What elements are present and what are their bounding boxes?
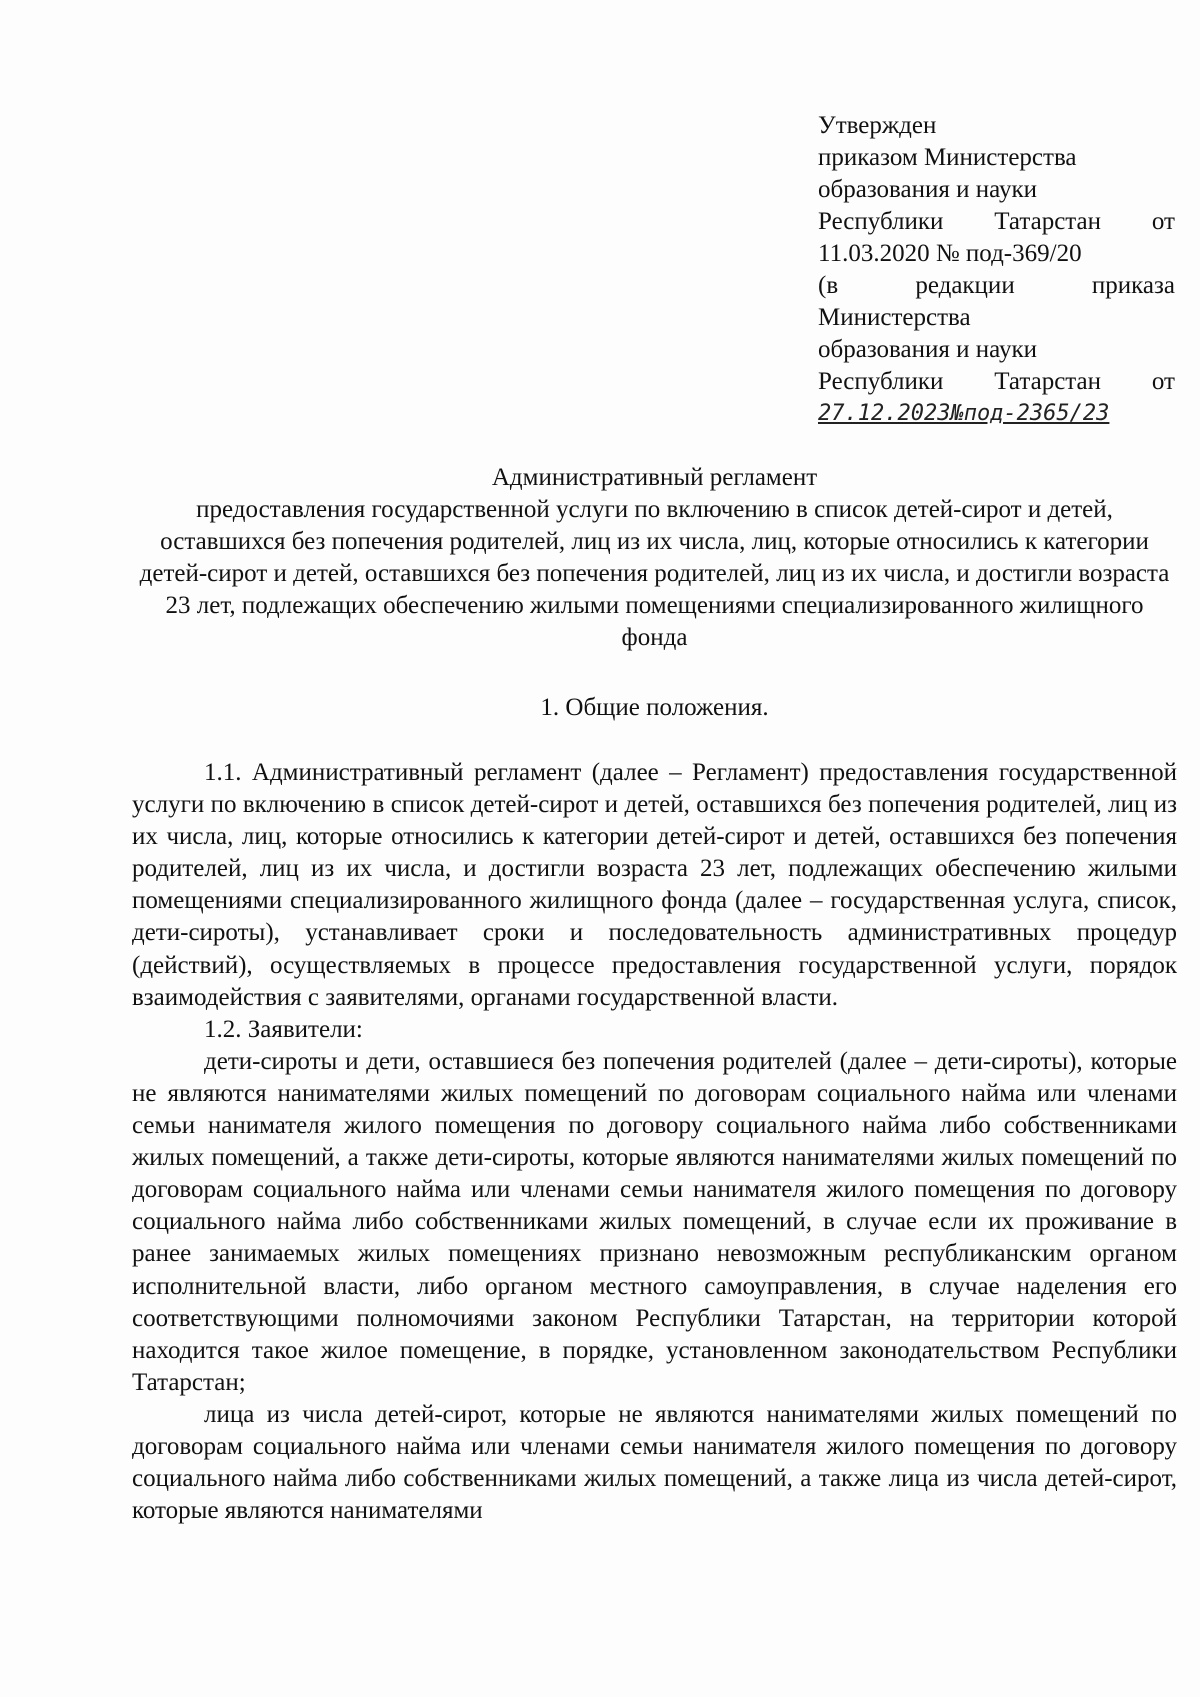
title-subtitle: предоставления государственной услуги по включению в список детей-сирот и детей, оставшихся без попечения родителей, лиц из их числа, лиц, которые относились к категории детей-сирот и детей, оставшихся без попечения родителей, лиц из их числа, и достигли возраста 23 лет, подлежащих обеспечению жилыми помещениями специализированного жилищного фонда: [139, 496, 1170, 651]
approval-word: Республики: [818, 208, 944, 235]
paragraph: 1.2. Заявители:: [204, 1015, 363, 1043]
approval-word: Татарстан: [994, 208, 1102, 235]
paragraph: лица из числа детей-сирот, которые не являются нанимателями жилых помещений по договорам социального найма или членами семьи нанимателя жилого помещения по договору социального найма либо собственниками жилых помещений, а также лица из числа детей-сирот, которые являются нанимателями: [132, 1400, 1177, 1525]
section-heading: 1. Общие положения.: [540, 694, 769, 721]
approval-line: [818, 270, 1175, 302]
approval-line: [818, 366, 1175, 398]
approval-word: от: [1151, 208, 1175, 235]
approval-word: редакции: [915, 272, 1015, 299]
approval-line: образования и науки: [818, 176, 1037, 203]
approval-line: Министерства: [818, 304, 971, 331]
approval-stamp-block: [818, 110, 1175, 430]
paragraph: 1.1. Административный регламент (далее – Регламент) предоставления государственной услуги по включению в список детей-сирот и детей, оставшихся без попечения родителей, лиц из их числа, лиц, которые относились к категории детей-сирот и детей, оставшихся без попечения родителей, лиц из их числа, и достигли возраста 23 лет, подлежащих обеспечению жилыми помещениями специализированного жилищного фонда (далее – государственная услуга, список, дети-сироты), устанавливает сроки и последовательность административных процедур (действий), осуществляемых в процессе предоставления государственной услуги, порядок взаимодействия с заявителями, органами государственной власти.: [132, 759, 1177, 1011]
approval-line: Утвержден: [818, 112, 937, 139]
title-heading: Административный регламент: [491, 464, 818, 491]
approval-word: Республики: [818, 368, 944, 395]
paragraph: дети-сироты и дети, оставшиеся без попечения родителей (далее – дети-сироты), которые не являются нанимателями жилых помещений по договорам социального найма или членами семьи нанимателя жилого помещения по договору социального найма либо собственниками жилых помещений, а также дети-сироты, которые являются нанимателями жилых помещений по договорам социального найма или членами семьи нанимателя жилого помещения по договору социального найма либо собственниками жилых помещений, в случае если их проживание в ранее занимаемых жилых помещениях признано невозможным республиканским органом исполнительной власти, либо органом местного самоуправления, в случае наделения его соответствующими полномочиями законом Республики Татарстан, на территории которой находится такое жилое помещение, в порядке, установленном законодательством Республики Татарстан;: [132, 1047, 1177, 1396]
approval-word: Татарстан: [994, 368, 1102, 395]
approval-line: приказом Министерства: [818, 144, 1077, 171]
approval-line: образования и науки: [818, 336, 1037, 363]
approval-order-number: 11.03.2020 № под-369/20: [818, 240, 1082, 267]
approval-word: от: [1151, 368, 1175, 395]
approval-word: (в: [818, 272, 839, 299]
handwritten-amendment-number: 27.12.2023№под-2365/23: [818, 401, 1110, 426]
approval-line: [818, 206, 1175, 238]
document-title: [132, 462, 1177, 654]
document-body: [132, 757, 1177, 1527]
approval-word: приказа: [1091, 272, 1175, 299]
